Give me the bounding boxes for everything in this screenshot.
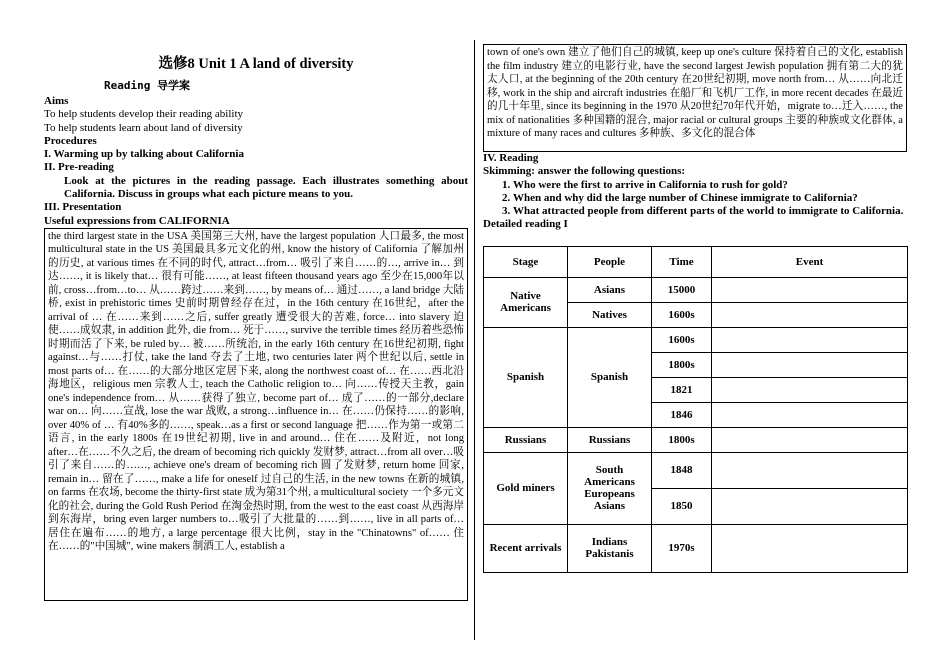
people-cell: Russians (568, 427, 652, 452)
time-cell: 1600s (652, 327, 712, 352)
people-cell: Spanish (568, 327, 652, 427)
event-cell[interactable] (712, 488, 908, 524)
header-stage: Stage (484, 246, 568, 277)
step-pre-reading: II. Pre-reading (44, 161, 114, 174)
step-warming-up: I. Warming up by talking about California (44, 148, 244, 161)
event-cell[interactable] (712, 524, 908, 572)
event-cell[interactable] (712, 327, 908, 352)
stage-cell: Spanish (484, 327, 568, 427)
time-cell: 1846 (652, 402, 712, 427)
time-cell: 1848 (652, 452, 712, 488)
reading-heading: IV. Reading (483, 152, 539, 164)
aim-item: To help students learn about land of diversity (44, 121, 243, 134)
time-cell: 15000 (652, 277, 712, 302)
table-header-row (484, 246, 908, 277)
header-event: Event (712, 246, 908, 277)
skimming-instructions: Skimming: answer the following questions: (483, 165, 686, 178)
detailed-reading-heading: Detailed reading I (483, 218, 568, 231)
stage-cell: Russians (484, 427, 568, 452)
people-cell: South Americans Europeans Asians (568, 452, 652, 524)
time-cell: 1850 (652, 488, 712, 524)
step-presentation: III. Presentation (44, 201, 122, 214)
column-divider (474, 40, 475, 640)
people-cell: Asians (568, 277, 652, 302)
expressions-box-right: town of one's own 建立了他们自己的城镇, keep up one's culture 保持着自己的文化, establish the film industry 建立的电影行业, have the second largest Jewish population 拥有第二大的犹太人口, at the beginning of the 20th century 在20世纪初期, move north from… 从……向北迁移, work in the ship and aircraft industries 在船厂和飞机厂工作, in more recent decades 在最近的几十年里, since its beginning in the 1970 从20世纪70年代开始，migrate to…迁入……, the mix of nationalities 多种国籍的混合, major racial or cultural groups 主要的种族或文化群体, a mixture of many races and cultures 多种族、多文化的混合体 (483, 44, 907, 152)
question-item: 2. When and why did the large number of Chinese immigrate to California? (513, 192, 907, 205)
page-subtitle: Reading 导学案 (104, 79, 190, 92)
table-row (484, 327, 908, 352)
question-item: 3. What attracted people from different parts of the world to immigrate to California. (513, 205, 907, 218)
people-cell: Indians Pakistanis (568, 524, 652, 572)
aim-item: To help students develop their reading ability (44, 108, 244, 121)
procedures-heading: Procedures (44, 134, 97, 147)
event-cell[interactable] (712, 377, 908, 402)
header-people: People (568, 246, 652, 277)
stage-cell: Recent arrivals (484, 524, 568, 572)
table-row (484, 427, 908, 452)
time-cell: 1800s (652, 352, 712, 377)
detailed-reading-table (483, 246, 908, 573)
left-column (44, 44, 468, 601)
aims-heading: Aims (44, 95, 69, 107)
time-cell: 1600s (652, 302, 712, 327)
question-item: 1. Who were the first to arrive in California to rush for gold? (513, 179, 907, 192)
event-cell[interactable] (712, 402, 908, 427)
time-cell: 1800s (652, 427, 712, 452)
header-time: Time (652, 246, 712, 277)
event-cell[interactable] (712, 452, 908, 488)
table-row (484, 277, 908, 302)
event-cell[interactable] (712, 277, 908, 302)
table-row (484, 524, 908, 572)
stage-cell: Gold miners (484, 452, 568, 524)
event-cell[interactable] (712, 427, 908, 452)
time-cell: 1821 (652, 377, 712, 402)
stage-cell: Native Americans (484, 277, 568, 327)
table-row (484, 452, 908, 488)
page-title: 选修8 Unit 1 A land of diversity (158, 56, 354, 72)
time-cell: 1970s (652, 524, 712, 572)
right-column (483, 44, 907, 573)
useful-expressions-heading: Useful expressions from CALIFORNIA (44, 214, 230, 227)
skimming-questions (483, 179, 907, 219)
expressions-box-left: the third largest state in the USA 美国第三大州, have the largest population 人口最多, the most multicultural state in the US 美国最具多元文化的州, know the history of California 了解加州的历史, at various times 在不同的时代, attract…from… 吸引了来自……的…, arrive in… 到达……, it is likely that… 很有可能……, at least fifteen thousand years ago 至少在15,000年以前, cross…from…to… 从……跨过……来到……, by means of… 通过……, a land bridge 大陆桥, exist in prehistoric times 史前时期曾经存在过，in the 16th century 在16世纪，after the arrival of … 在……来到……之后, suffer greatly 遭受很大的苦难, force… into slavery 迫使……成奴隶, in addition 此外, die from… 死于……, survive the terrible times 经历着些恐怖时期而活了下来, be ruled by… 被……所统治, in the early 16th century 在16世纪初期, fight against…与……打仗, take the land 夺去了土地, two centuries later 两个世纪以后, settle in most parts of… 在……的大部分地区定居下来, along the northwest coast of… 在……西北沿海地区，religious men 宗教人士, teach the Catholic religion to… 向……传授天主教，gain one's independence from… 从……获得了独立, become part of… 成了……的一部分,declare war on… 向……宣战, lose the war 战败, a strong…influence in… 在……仍保持……的影响, over 40% of … 有40%多的……, speak…as a first or second language 把……作为第一或第二语言, in the early 1800s 在19世纪初期, live in and around… 住在……及附近，not long after…在……不久之后, the dream of becoming rich quickly 发财梦, attract…from all over…吸引了来自……的……, achieve one's dream of becoming rich 圆了发财梦, return home 回家, remain in… 留在了……, make a life for oneself 过自己的生活, in the new towns 在新的城镇, on farms 在农场, become the thirty-first state 成为第31个州, a multicultural society 一个多元文化的社会, during the Gold Rush Period 在淘金热时期, from the west to the east coast 从西海岸到东海岸，bring even larger numbers to…吸引了大批量的……到……, live in all parts of… 居住在遍布……的地方, a large percentage 很大比例，stay in the "Chinatowns" of…… 住在……的"中国城", wine makers 制酒工人, establish a (44, 228, 468, 601)
event-cell[interactable] (712, 352, 908, 377)
event-cell[interactable] (712, 302, 908, 327)
people-cell: Natives (568, 302, 652, 327)
pre-reading-instructions: Look at the pictures in the reading passage. Each illustrates something about California. Discuss in groups what each picture means to you. (64, 174, 468, 201)
